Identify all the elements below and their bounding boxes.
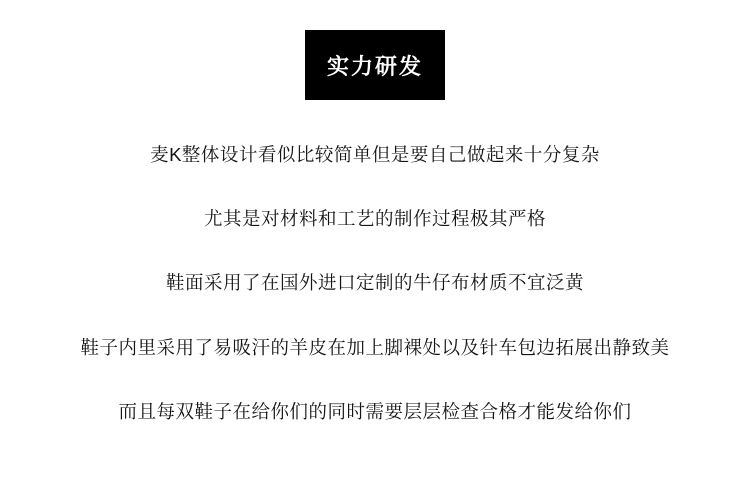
- description-line: 尤其是对材料和工艺的制作过程极其严格: [203, 208, 546, 230]
- headline-badge: 实力研发: [305, 30, 445, 100]
- description-text-block: [0, 144, 750, 423]
- description-line: 而且每双鞋子在给你们的同时需要层层检查合格才能发给你们: [118, 400, 632, 422]
- description-line: 鞋面采用了在国外进口定制的牛仔布材质不宜泛黄: [165, 272, 584, 294]
- description-line: 麦K整体设计看似比较简单但是要自己做起来十分复杂: [150, 144, 600, 165]
- description-line: 鞋子内里采用了易吸汗的羊皮在加上脚裸处以及针车包边拓展出静致美: [80, 336, 670, 358]
